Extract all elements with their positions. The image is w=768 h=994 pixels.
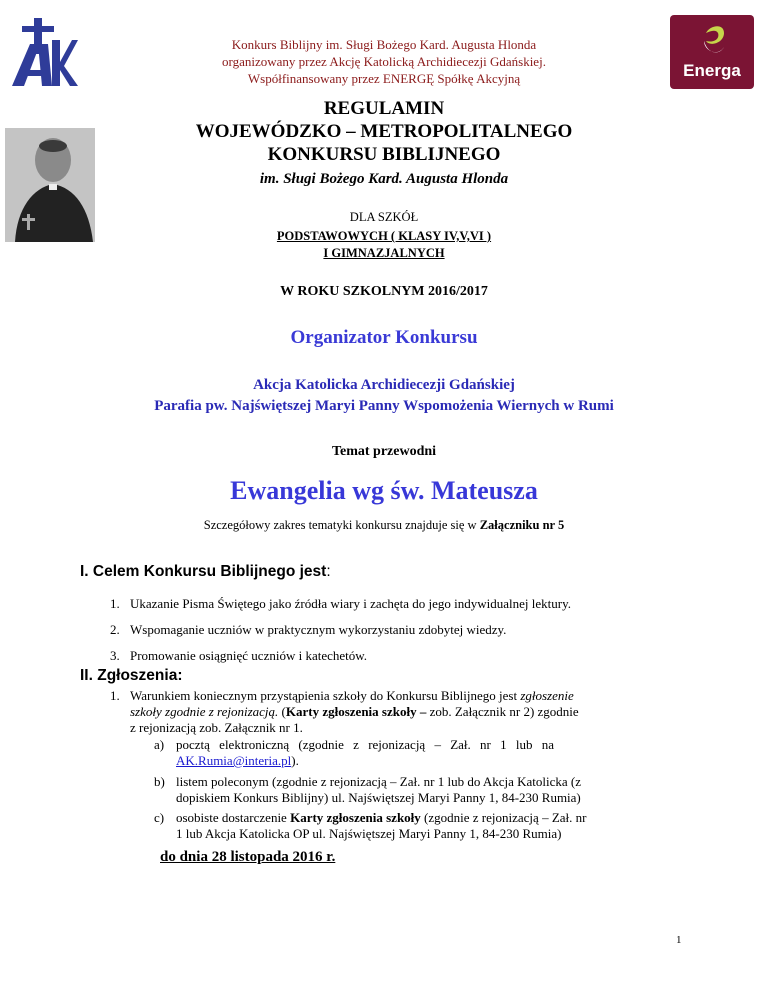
section-1-heading: I. Celem Konkursu Biblijnego jest: xyxy=(80,563,331,580)
title-subtitle: im. Sługi Bożego Kard. Augusta Hlonda xyxy=(259,171,509,187)
section-2-paragraph-1: 1. Warunkiem koniecznym przystąpienia szkoły do Konkursu Biblijnego jest zgłoszenie szkoły zgodnie z rejonizacją. (Karty zgłoszenia szkoły – zob. Załącznik nr 2) zgodnie z rejonizacją zob. Załącznik nr 1. xyxy=(110,688,579,735)
organizer-heading: Organizator Konkursu xyxy=(290,327,478,348)
section-1-item-3: 3. Promowanie osiągnięć uczniów i katechetów. xyxy=(110,648,368,663)
title-line-1: REGULAMIN xyxy=(323,98,445,119)
title-line-2: WOJEWÓDZKO – METROPOLITALNEGO xyxy=(195,121,573,142)
section-2-option-b: b) listem poleconym (zgodnie z rejonizacją – Zał. nr 1 lub do Akcja Katolicka (z dopiskiem Konkurs Biblijny) ul. Najświętszej Maryi Panny 1, 84-230 Rumia) xyxy=(154,774,582,805)
theme-detail xyxy=(0,518,768,533)
header-line-3: Współfinansowany przez ENERGĘ Spółkę Akcyjną xyxy=(247,71,521,86)
section-2-option-c: c) osobiste dostarczenie Karty zgłoszenia szkoły (zgodnie z rejonizacją – Zał. nr 1 lub Akcja Katolicka OP ul. Najświętszej Maryi Panny 1, 84-230 Rumia) xyxy=(154,810,587,841)
energa-logo xyxy=(670,15,754,89)
school-year: W ROKU SZKOLNYM 2016/2017 xyxy=(280,284,488,299)
organizer-line-2: Parafia pw. Najświętszej Maryi Panny Wspomożenia Wiernych w Rumi xyxy=(154,398,614,414)
theme-title: Ewangelia wg św. Mateusza xyxy=(230,476,538,505)
title-line-3: KONKURSU BIBLIJNEGO xyxy=(267,144,501,165)
section-2-heading: II. Zgłoszenia: xyxy=(80,667,183,684)
theme-detail-text: Szczegółowy zakres tematyki konkursu znajduje się w xyxy=(203,518,480,532)
schools-line-3: I GIMNAZJALNYCH xyxy=(323,246,445,260)
section-2-option-a: a) pocztą elektroniczną (zgodnie z rejonizacją – Zał. nr 1 lub na AK.Rumia@interia.pl). xyxy=(154,737,554,768)
theme-detail-annex: Załączniku nr 5 xyxy=(479,518,565,532)
theme-label: Temat przewodni xyxy=(331,444,437,459)
page-number: 1 xyxy=(676,934,682,946)
schools-line-2: PODSTAWOWYCH ( KLASY IV,V,VI ) xyxy=(276,229,492,243)
schools-line-1: DLA SZKÓŁ xyxy=(349,210,419,224)
header-line-2: organizowany przez Akcję Katolicką Archidiecezji Gdańskiej. xyxy=(222,54,546,69)
section-1-item-1: 1. Ukazanie Pisma Świętego jako źródła wiary i zachęta do jego indywidualnej lektury. xyxy=(110,596,572,611)
energa-logo-text: Energa xyxy=(683,61,741,80)
organizer-line-1: Akcja Katolicka Archidiecezji Gdańskiej xyxy=(253,377,515,393)
header-line-1: Konkurs Biblijny im. Sługi Bożego Kard. Augusta Hlonda xyxy=(231,37,537,52)
deadline: do dnia 28 listopada 2016 r. xyxy=(160,849,336,865)
section-1-item-2: 2. Wspomaganie uczniów w praktycznym wykorzystaniu zdobytej wiedzy. xyxy=(110,622,507,637)
email-link[interactable]: AK.Rumia@interia.pl xyxy=(176,753,292,768)
